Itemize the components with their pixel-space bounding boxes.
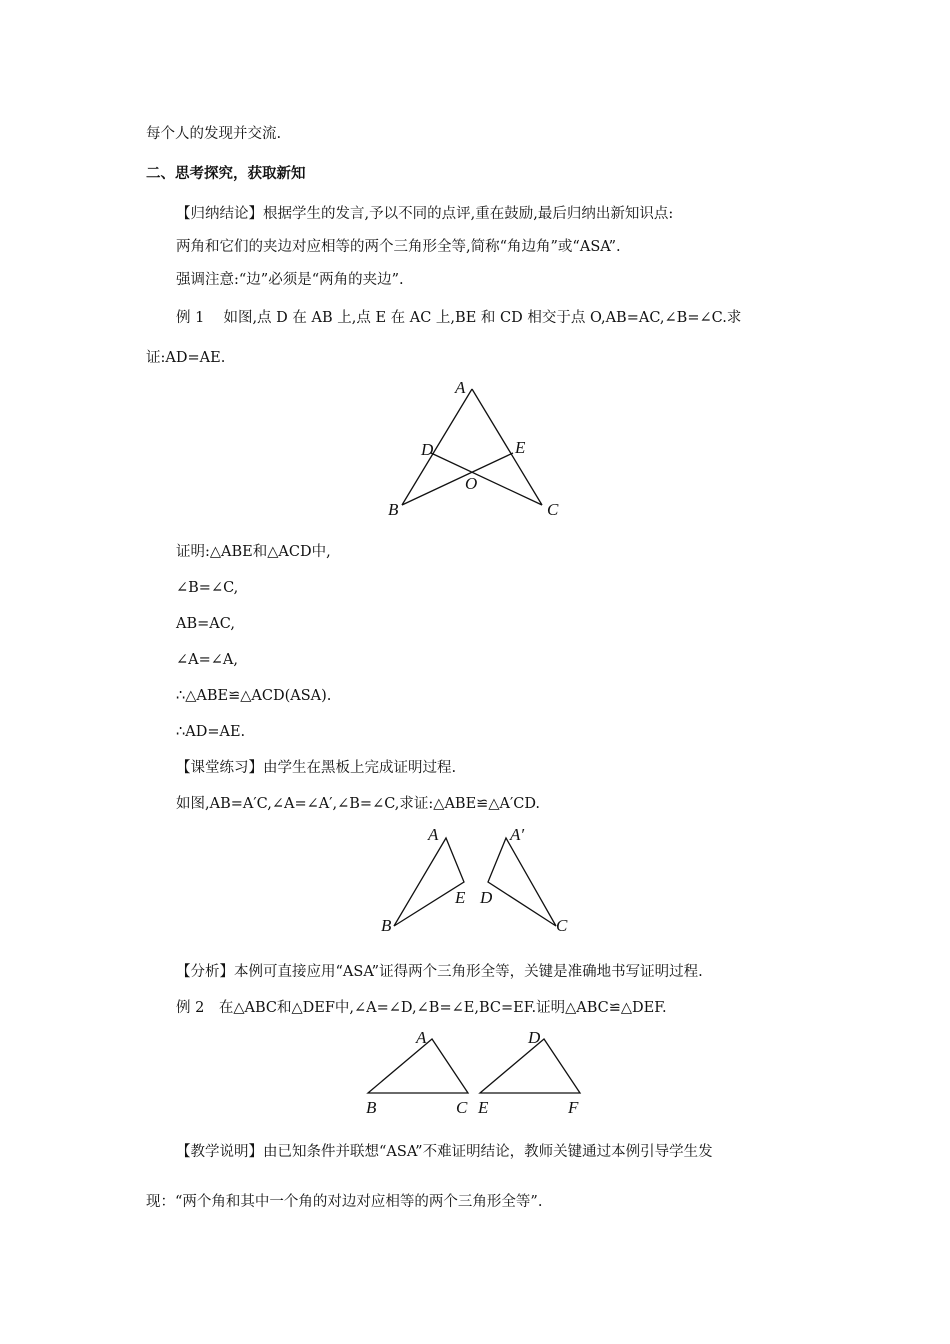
label-a: A — [416, 1028, 427, 1047]
asa-statement: 两角和它们的夹边对应相等的两个三角形全等,简称“角边角”或“ASA”. — [176, 239, 621, 255]
proof-step-1: ∠B=∠C, — [176, 580, 239, 596]
example2-statement: 例 2 在△ABC和△DEF中,∠A=∠D,∠B=∠E,BC=EF.证明△ABC≌△DEF. — [176, 1000, 667, 1016]
proof-conclusion: ∴△ABE≌△ACD(ASA). — [176, 688, 332, 704]
label-a-prime: A′ — [510, 825, 525, 844]
segment-be — [402, 453, 513, 505]
proof-step-3: ∠A=∠A, — [176, 652, 239, 668]
section-heading: 二、思考探究，获取新知 — [146, 165, 306, 182]
label-c: C — [456, 1098, 468, 1117]
label-b: B — [366, 1098, 377, 1117]
figure-example2 — [360, 1025, 595, 1120]
segment-cd — [431, 453, 542, 505]
label-d: D — [480, 888, 493, 907]
label-d: D — [528, 1028, 541, 1047]
label-c: C — [556, 916, 568, 935]
teaching-note: 【教学说明】由已知条件并联想“ASA”不难证明结论，教师关键通过本例引导学生发 — [176, 1144, 713, 1160]
practice-problem: 如图,AB=A′C,∠A=∠A′,∠B=∠C,求证:△ABE≌△A′CD. — [176, 796, 541, 812]
segment-ab — [402, 389, 472, 505]
triangle-a-prime-cd — [488, 838, 556, 926]
label-b: B — [388, 500, 399, 519]
triangle-def — [480, 1039, 580, 1093]
example1-statement-cont: 证:AD=AE. — [146, 350, 226, 366]
label-b: B — [381, 916, 392, 935]
label-f: F — [568, 1098, 579, 1117]
label-a: A — [455, 378, 466, 397]
practice-heading: 【课堂练习】由学生在黑板上完成证明过程. — [176, 760, 457, 776]
label-a: A — [428, 825, 439, 844]
triangle-abe — [394, 838, 464, 926]
proof-step-2: AB=AC, — [176, 616, 235, 632]
triangle-abc — [368, 1039, 468, 1093]
paragraph-intro-end: 每个人的发现并交流. — [146, 126, 282, 142]
proof-intro: 证明:△ABE和△ACD中, — [176, 544, 331, 560]
figure-practice — [370, 820, 585, 940]
label-o: O — [465, 474, 478, 493]
example1-statement: 例 1 如图,点 D 在 AB 上,点 E 在 AC 上,BE 和 CD 相交于点 O,AB=AC,∠B=∠C.求 — [176, 310, 742, 326]
teaching-note-cont: 现：“两个角和其中一个角的对边对应相等的两个三角形全等”. — [146, 1194, 543, 1210]
conclusion-paragraph: 【归纳结论】根据学生的发言,予以不同的点评,重在鼓励,最后归纳出新知识点: — [176, 206, 674, 222]
proof-result: ∴AD=AE. — [176, 724, 246, 740]
emphasis-note: 强调注意:“边”必须是“两角的夹边”. — [176, 272, 404, 288]
analysis-paragraph: 【分析】本例可直接应用“ASA”证得两个三角形全等，关键是准确地书写证明过程. — [176, 964, 703, 980]
label-d: D — [421, 440, 434, 459]
label-e: E — [455, 888, 466, 907]
label-e: E — [515, 438, 526, 457]
label-e: E — [478, 1098, 489, 1117]
label-c: C — [547, 500, 559, 519]
segment-ac — [472, 389, 542, 505]
figure-example1 — [385, 375, 570, 520]
